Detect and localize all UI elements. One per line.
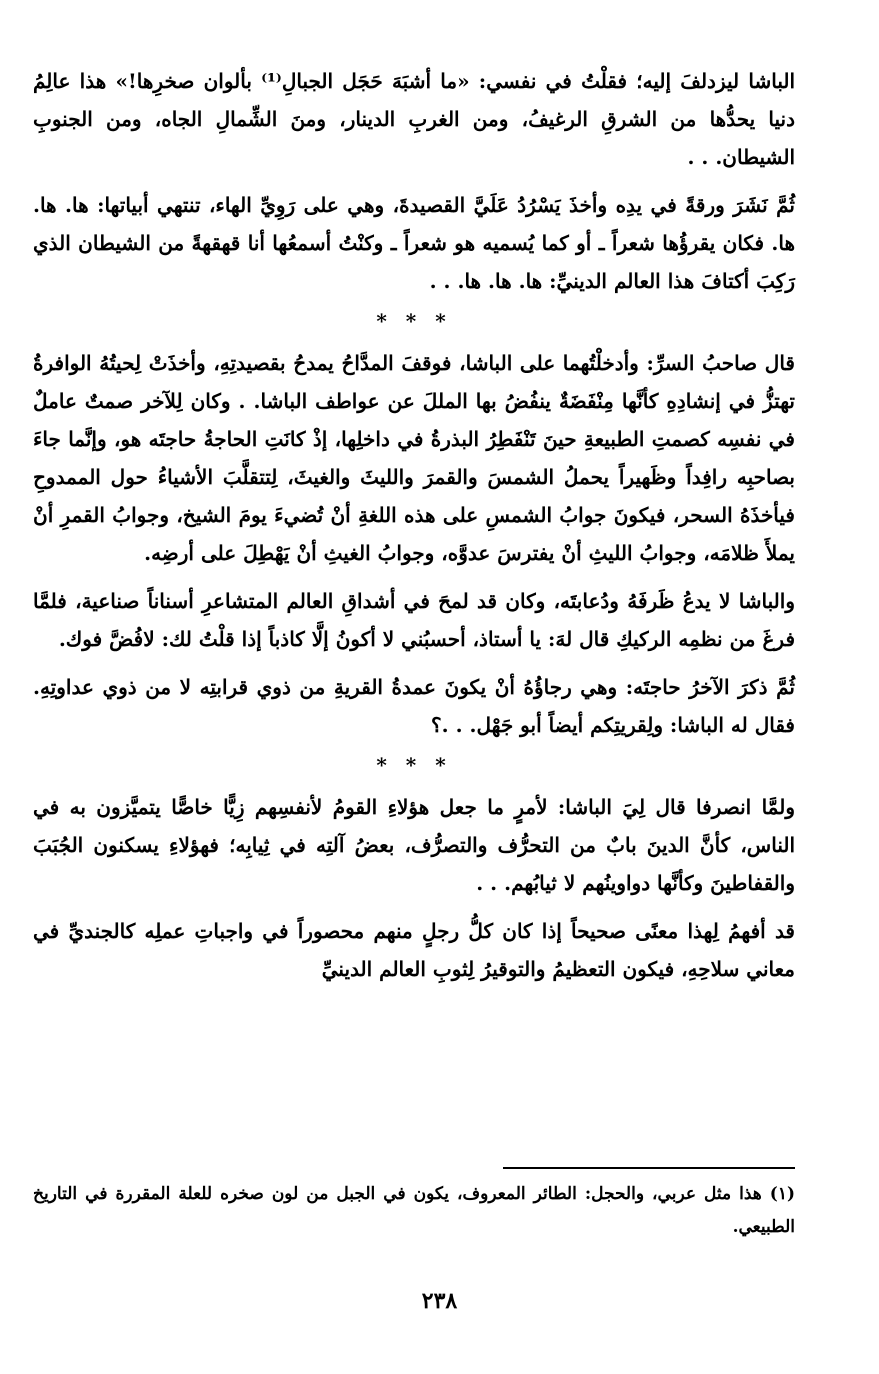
footnote-divider (503, 1167, 795, 1169)
paragraph-7: قد أفهمُ لِهذا معنًى صحيحاً إذا كان كلُّ رجلٍ منهم محصوراً في واجباتِ عملِه كالجنديِّ في معاني سلاحِهِ، فيكون التعظيمُ والتوقيرُ لِثوبِ العالم الدينيِّ (33, 919, 795, 981)
section-separator: * * * (376, 753, 452, 777)
footnote: (١) هذا مثل عربي، والحجل: الطائر المعروف، يكون في الجبل من لون صخره للعلة المقررة في التاريخ الطبيعي. (33, 1184, 795, 1237)
paragraph-6: ولمَّا انصرفا قال لِيَ الباشا: لأمرٍ ما جعل هؤلاءِ القومُ لأنفسِهم زِيًّا خاصًّا يتميَّزون به في الناس، كأنَّ الدينَ بابٌ من التحرُّف والتصرُّف، بعضُ آلتِه في ثِيابِه؛ فهؤلاءِ يسكنون الجُبَبَ والقفاطينَ وكأنَّها دواوينُهم لا ثيابُهم. . . (33, 795, 795, 895)
page-body (33, 62, 795, 988)
paragraph-2: ثُمَّ نَشَرَ ورقةً في يدِه وأخذَ يَسْرُدُ عَلَيَّ القصيدةَ، وهي على رَوِيِّ الهاء، تنتهي أبياتها: ها. ها. ها. فكان يقرؤُها شعراً ـ أو كما يُسميه هو شعراً ـ وكنْتُ أسمعُها أنا قهقهةً من الشيطان الذي رَكِبَ أكتافَ هذا العالم الدينيِّ: ها. ها. ها. . . (33, 193, 795, 293)
paragraph-3: قال صاحبُ السرِّ: وأدخلْتُهما على الباشا، فوقفَ المدَّاحُ يمدحُ بقصيدتِهِ، وأخذَتْ لِحيتُهُ الوافرةُ تهتزُّ في إنشادِهِ كأنَّها مِنْفَضَةٌ ينفُضُ بها المللَ عن عواطف الباشا. . وكان لِلآخر صمتٌ عاملٌ في نفسِه كصمتِ الطبيعةِ حينَ تَنْفَطِرُ البذرةُ في داخلِها، إذْ كانَتِ الحاجةُ حاجتَه هو، وإنَّما جاءَ بصاحبِه رافِداً وظَهيراً يحملُ الشمسَ والقمرَ والليثَ والغيثَ، لِتتقلَّبَ الأشياءُ حول الممدوحِ فيأخذَهُ السحر، فيكونَ جوابُ الشمسِ على هذه اللغةِ أنْ تُضيءَ يومَ الشيخ، وجوابُ القمرِ أنْ يملأَ ظلامَه، وجوابُ الليثِ أنْ يفترسَ عدوَّه، وجوابُ الغيثِ أنْ يَهْطِلَ على أرضِه. (33, 351, 796, 565)
section-separator: * * * (376, 309, 452, 333)
page-number: ٢٣٨ (421, 1288, 458, 1314)
paragraph-4: والباشا لا يدعُ ظَرفَهُ ودُعابتَه، وكان قد لمحَ في أشداقِ العالم المتشاعرِ أسناناً صناعية، فلمَّا فرغَ من نظمِه الركيكِ قال لهَ: يا أستاذ، أحسبُني لا أكونُ إلَّا كاذباً إذا قلْتُ لك: لافُضَّ فوك. (33, 589, 795, 651)
paragraph-5: ثُمَّ ذكرَ الآخرُ حاجتَه: وهي رجاؤُهُ أنْ يكونَ عمدةُ القريةِ من ذوي قرابتِه لا من ذوي عداوتِهِ. فقال له الباشا: ولِقريتِكم أيضاً أبو جَهْل. . .؟ (33, 675, 795, 737)
paragraph-1: الباشا ليزدلفَ إليه؛ فقلْتُ في نفسي: «ما أشبَهَ حَجَل الجبالِ⁽¹⁾ بألوان صخرِها!» هذا عالِمُ دنيا يحدُّها من الشرقِ الرغيفُ، ومن الغربِ الدينار، ومنَ الشِّمالِ الجاه، ومن الجنوبِ الشيطان. . . (33, 69, 795, 169)
